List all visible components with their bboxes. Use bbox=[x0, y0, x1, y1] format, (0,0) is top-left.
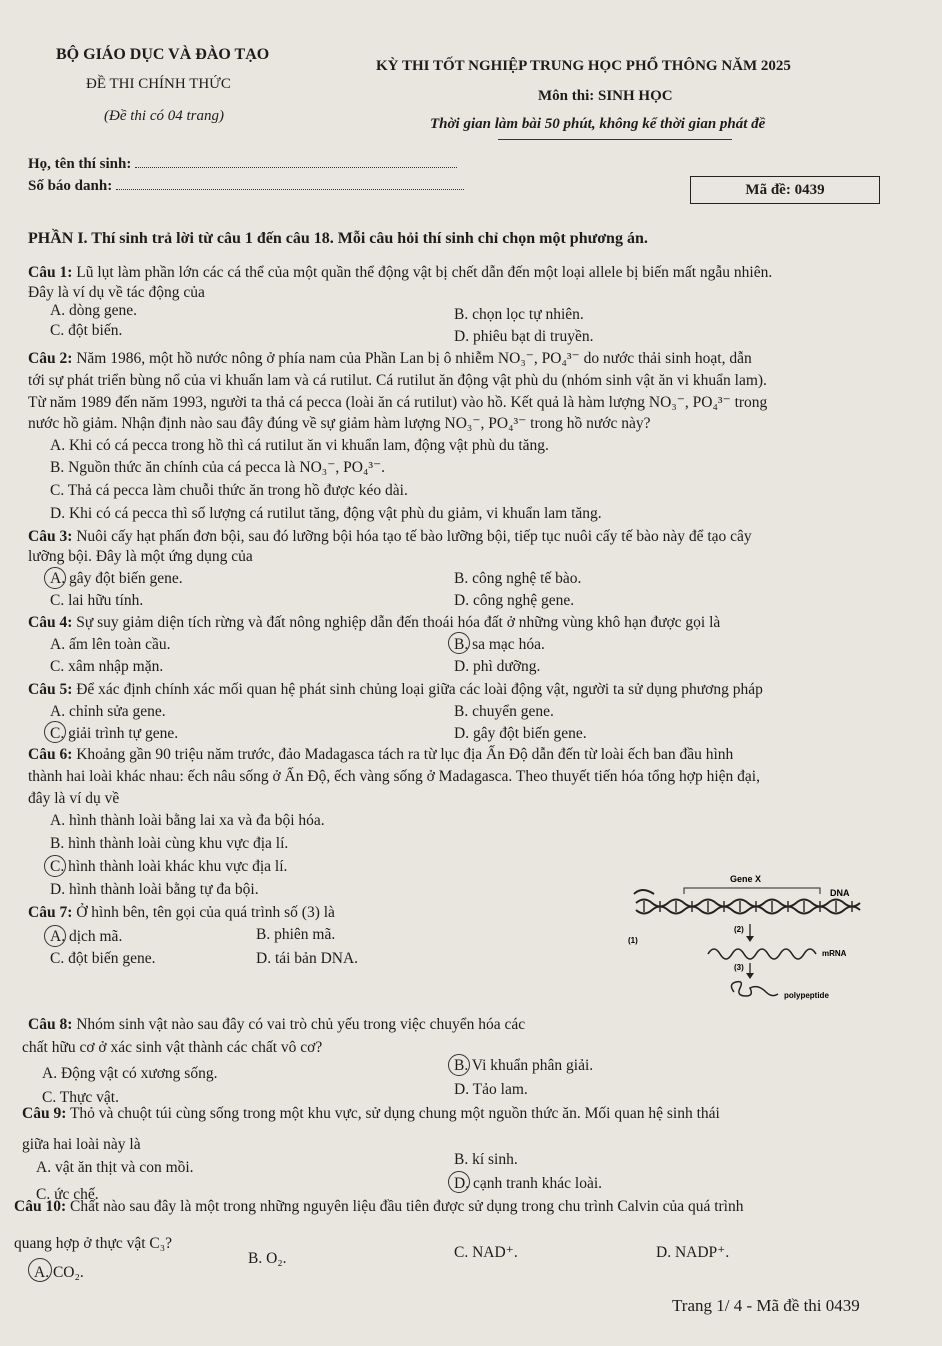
q10-option-b: B. O₂. bbox=[248, 1250, 287, 1267]
q10-option-d: D. NADP⁺. bbox=[656, 1244, 730, 1261]
q2-line3: Từ năm 1989 đến năm 1993, người ta thả cá pecca (loài ăn cá rutilut) vào hồ. Kết quả là hàm lượng NO₃⁻, PO₄³⁻ trong bbox=[28, 394, 768, 411]
name-label: Họ, tên thí sinh: bbox=[28, 156, 132, 172]
q8-line1 bbox=[28, 1014, 525, 1035]
q1-line1 bbox=[28, 262, 772, 283]
q2-option-d: D. Khi có cá pecca thì số lượng cá rutilut tăng, động vật phù du giảm, vi khuẩn lam tăng. bbox=[50, 505, 602, 522]
q1-line2: Đây là ví dụ về tác động của bbox=[28, 284, 205, 301]
q3-answer-mark bbox=[44, 567, 66, 589]
part1-text: PHẦN I. Thí sinh trả lời từ câu 1 đến câu 18. Mỗi câu hỏi thí sinh chỉ chọn một phương án. bbox=[28, 230, 648, 247]
q4-option-b: B. sa mạc hóa. bbox=[454, 636, 545, 653]
q5-label: Câu 5: bbox=[28, 681, 73, 698]
q7-option-a: A. dịch mã. bbox=[50, 928, 123, 945]
ministry-name: BỘ GIÁO DỤC VÀ ĐÀO TẠO bbox=[56, 46, 270, 63]
q6-answer-mark bbox=[44, 855, 66, 877]
q5-text1: Để xác định chính xác mối quan hệ phát sinh chủng loại giữa các loài động vật, người ta sử dụng phương pháp bbox=[76, 681, 763, 698]
name-dots bbox=[135, 167, 457, 168]
q8-line2: chất hữu cơ ở xác sinh vật thành các chất vô cơ? bbox=[22, 1039, 323, 1056]
q1-label: Câu 1: bbox=[28, 264, 73, 281]
q6-line3: đây là ví dụ về bbox=[28, 790, 120, 807]
q2-option-b: B. Nguồn thức ăn chính của cá pecca là NO₃⁻, PO₄³⁻. bbox=[50, 459, 386, 476]
q6-option-b: B. hình thành loài cùng khu vực địa lí. bbox=[50, 835, 289, 852]
q10-option-a: A. CO₂. bbox=[34, 1264, 84, 1281]
q9-line2: giữa hai loài này là bbox=[22, 1136, 141, 1153]
q4-option-a: A. ấm lên toàn cầu. bbox=[50, 636, 171, 653]
q7-label: Câu 7: bbox=[28, 904, 73, 921]
mrna-strand bbox=[708, 949, 816, 959]
q8-option-c: C. Thực vật. bbox=[42, 1089, 119, 1106]
q7-answer-mark bbox=[44, 925, 66, 947]
q6-text1: Khoảng gần 90 triệu năm trước, đảo Madagasca tách ra từ lục địa Ấn Độ dẫn đến từ loài ếch ban đầu hình bbox=[76, 746, 734, 763]
gene-x-label: Gene X bbox=[730, 874, 762, 884]
q5-answer-mark bbox=[44, 721, 66, 743]
q3-line2: lưỡng bội. Đây là một ứng dụng của bbox=[28, 548, 253, 565]
q8-option-d: D. Tảo lam. bbox=[454, 1081, 528, 1098]
q2-text1: Năm 1986, một hồ nước nông ở phía nam của Phần Lan bị ô nhiễm NO₃⁻, PO₄³⁻ do nước thải sinh hoạt, dẫn bbox=[76, 350, 752, 367]
q3-label: Câu 3: bbox=[28, 528, 73, 545]
q9-answer-mark bbox=[448, 1171, 470, 1193]
exam-code-box: Mã đề: 0439 bbox=[690, 176, 880, 204]
q4-option-c: C. xâm nhập mặn. bbox=[50, 658, 164, 675]
q5-line1 bbox=[28, 679, 763, 700]
dna-arrow bbox=[634, 890, 654, 894]
polypeptide-label: polypeptide bbox=[784, 991, 829, 1000]
process-2-label: (2) bbox=[734, 925, 744, 934]
title-underline bbox=[498, 139, 732, 140]
q1-option-d: D. phiêu bạt di truyền. bbox=[454, 328, 594, 345]
process-3-label: (3) bbox=[734, 963, 744, 972]
q2-line4: nước hồ giảm. Nhận định nào sau đây đúng về sự giảm hàm lượng NO₃⁻, PO₄³⁻ trong hồ nước này? bbox=[28, 415, 651, 432]
q3-text1: Nuôi cấy hạt phấn đơn bội, sau đó lưỡng bội hóa tạo tế bào lưỡng bội, tiếp tục nuôi cấy tế bào này để tạo cây bbox=[76, 528, 752, 545]
q9-line1 bbox=[22, 1103, 720, 1124]
q1-option-c: C. đột biến. bbox=[50, 322, 123, 339]
q4-text1: Sự suy giảm diện tích rừng và đất nông nghiệp dẫn đến thoái hóa đất ở những vùng khô hạn được gọi là bbox=[76, 614, 721, 631]
time-limit: Thời gian làm bài 50 phút, không kể thời gian phát đề bbox=[430, 116, 766, 132]
q7-option-b: B. phiên mã. bbox=[256, 926, 336, 943]
q6-line1 bbox=[28, 744, 733, 765]
arrow-2-head bbox=[746, 936, 754, 942]
polypeptide-chain bbox=[731, 982, 778, 996]
q5-option-d: D. gây đột biến gene. bbox=[454, 725, 587, 742]
q8-label: Câu 8: bbox=[28, 1016, 73, 1033]
q2-label: Câu 2: bbox=[28, 350, 73, 367]
q8-answer-mark bbox=[448, 1054, 470, 1076]
q7-option-d: D. tái bản DNA. bbox=[256, 950, 359, 967]
q6-option-c: C. hình thành loài khác khu vực địa lí. bbox=[50, 858, 288, 875]
process-1-label: (1) bbox=[628, 936, 638, 945]
q1-option-a: A. dòng gene. bbox=[50, 302, 137, 319]
q4-option-d: D. phì dưỡng. bbox=[454, 658, 541, 675]
q10-label: Câu 10: bbox=[14, 1198, 67, 1215]
q3-option-a: A. gây đột biến gene. bbox=[50, 570, 183, 587]
q10-answer-mark bbox=[28, 1258, 52, 1282]
q7-line1 bbox=[28, 902, 335, 923]
q7-text1: Ở hình bên, tên gọi của quá trình số (3) là bbox=[76, 904, 335, 921]
arrow-3-head bbox=[746, 973, 754, 979]
q6-option-a: A. hình thành loài bằng lai xa và đa bội hóa. bbox=[50, 812, 325, 829]
q6-option-d: D. hình thành loài bằng tự đa bội. bbox=[50, 881, 259, 898]
q5-option-c: C. giải trình tự gene. bbox=[50, 725, 179, 742]
q7-option-c: C. đột biến gene. bbox=[50, 950, 156, 967]
q4-answer-mark bbox=[448, 632, 470, 654]
q10-text1: Chất nào sau đây là một trong những nguyên liệu đầu tiên được sử dụng trong chu trình Calvin của quá trình bbox=[69, 1198, 744, 1215]
q9-text1: Thỏ và chuột túi cùng sống trong một khu vực, sử dụng chung một nguồn thức ăn. Mối quan hệ sinh thái bbox=[69, 1105, 720, 1122]
q9-option-d: D. cạnh tranh khác loài. bbox=[454, 1175, 603, 1192]
name-line bbox=[28, 156, 457, 173]
q3-option-b: B. công nghệ tế bào. bbox=[454, 570, 582, 587]
q2-option-a: A. Khi có cá pecca trong hồ thì cá rutilut ăn vi khuẩn lam, động vật phù du tăng. bbox=[50, 437, 549, 454]
q10-line1 bbox=[14, 1196, 744, 1217]
q8-text1: Nhóm sinh vật nào sau đây có vai trò chủ yếu trong việc chuyển hóa các bbox=[76, 1016, 526, 1033]
q4-line1 bbox=[28, 612, 720, 633]
dna-strand-2 bbox=[636, 907, 860, 914]
page-count: (Đề thi có 04 trang) bbox=[104, 108, 224, 124]
id-label: Số báo danh: bbox=[28, 178, 113, 194]
id-line bbox=[28, 178, 464, 195]
q3-option-c: C. lai hữu tính. bbox=[50, 592, 144, 609]
page-footer: Trang 1/ 4 - Mã đề thi 0439 bbox=[672, 1296, 860, 1315]
q10-option-c: C. NAD⁺. bbox=[454, 1244, 518, 1261]
q9-label: Câu 9: bbox=[22, 1105, 67, 1122]
dna-label: DNA bbox=[830, 888, 850, 898]
part1-heading bbox=[28, 230, 648, 248]
subject: Môn thi: SINH HỌC bbox=[538, 88, 673, 104]
q2-line2: tới sự phát triển bùng nổ của vi khuẩn lam và cá rutilut. Cá rutilut ăn động vật phù du (nhóm sinh vật ăn vi khuẩn lam). bbox=[28, 372, 767, 389]
exam-title: KỲ THI TỐT NGHIỆP TRUNG HỌC PHỔ THÔNG NĂM 2025 bbox=[376, 58, 791, 74]
q1-option-b: B. chọn lọc tự nhiên. bbox=[454, 306, 584, 323]
gene-bracket bbox=[684, 888, 820, 894]
q3-option-d: D. công nghệ gene. bbox=[454, 592, 575, 609]
q8-option-a: A. Động vật có xương sống. bbox=[42, 1065, 218, 1082]
q9-option-a: A. vật ăn thịt và con mồi. bbox=[36, 1159, 194, 1176]
gene-expression-diagram bbox=[626, 870, 876, 1005]
mrna-label: mRNA bbox=[822, 949, 847, 958]
q5-option-a: A. chỉnh sửa gene. bbox=[50, 703, 166, 720]
q2-line1 bbox=[28, 348, 752, 369]
q2-option-c: C. Thả cá pecca làm chuỗi thức ăn trong hồ được kéo dài. bbox=[50, 482, 408, 499]
q5-option-b: B. chuyển gene. bbox=[454, 703, 554, 720]
q6-label: Câu 6: bbox=[28, 746, 73, 763]
q8-option-b: B. Vi khuẩn phân giải. bbox=[454, 1057, 594, 1074]
official-label: ĐỀ THI CHÍNH THỨC bbox=[86, 76, 231, 92]
q3-line1 bbox=[28, 526, 752, 547]
q4-label: Câu 4: bbox=[28, 614, 73, 631]
q1-text1: Lũ lụt làm phần lớn các cá thể của một quần thể động vật bị chết dẫn đến một loại allele bị biến mất ngẫu nhiên. bbox=[76, 264, 773, 281]
q6-line2: thành hai loài khác nhau: ếch nâu sống ở Ấn Độ, ếch vàng sống ở Madagasca. Theo thuyết tiến hóa tổng hợp hiện đại, bbox=[28, 768, 760, 785]
id-dots bbox=[116, 189, 464, 190]
dna-strand-1 bbox=[636, 900, 860, 907]
q9-option-c: C. ức chế. bbox=[36, 1186, 99, 1203]
q10-line2: quang hợp ở thực vật C₃? bbox=[14, 1235, 173, 1252]
q9-option-b: B. kí sinh. bbox=[454, 1151, 518, 1168]
